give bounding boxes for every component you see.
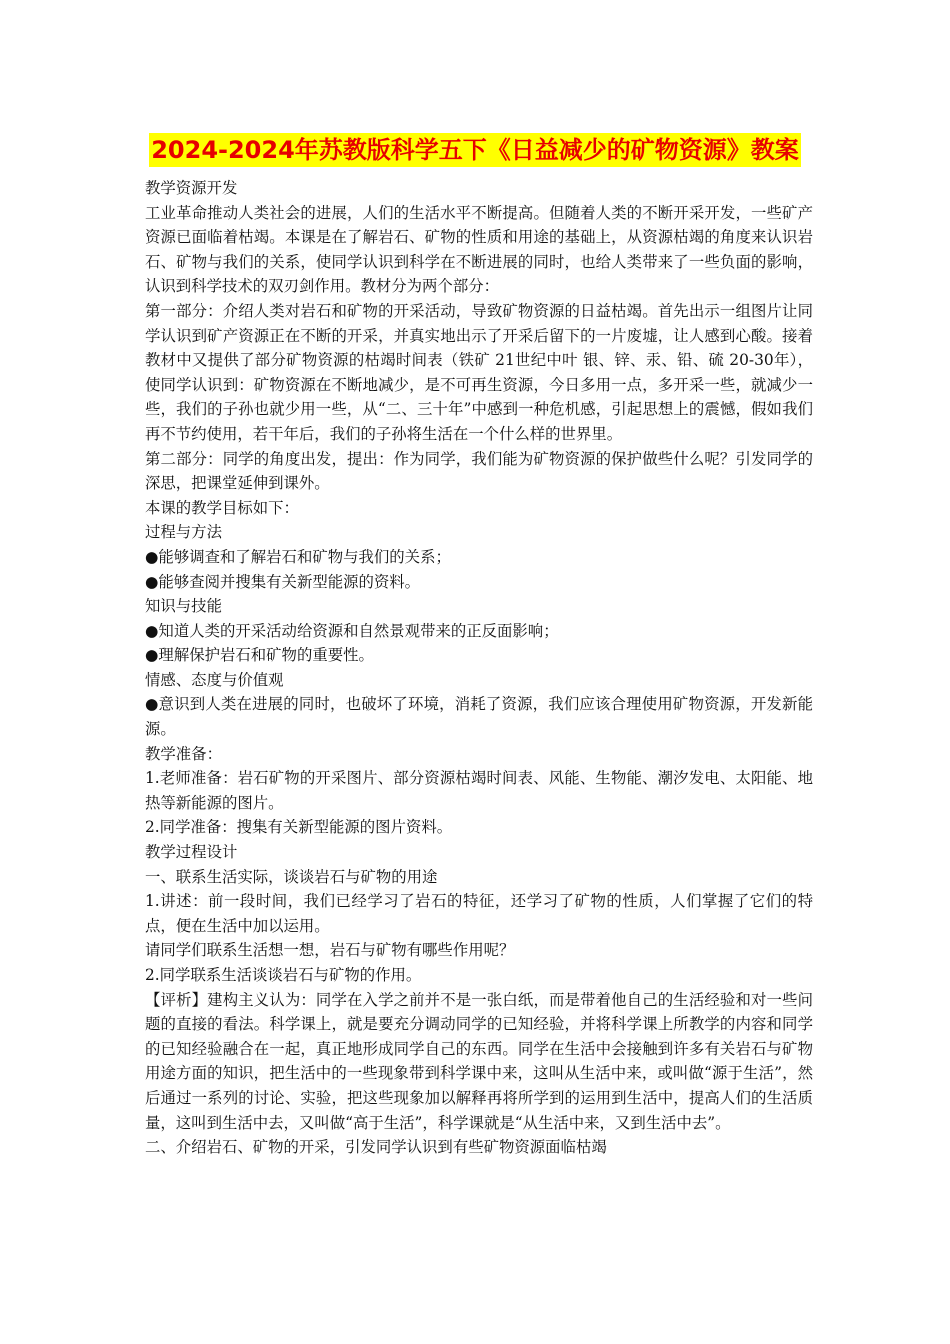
section-heading: 知识与技能 [145, 597, 222, 616]
paragraph: 本课的教学目标如下： [145, 498, 299, 517]
document-body [145, 176, 813, 1160]
numbered-item: 2.同学准备：搜集有关新型能源的图片资料。 [145, 818, 453, 837]
bullet-item: ●意识到人类在进展的同时，也破坏了环境，消耗了资源，我们应该合理使用矿物资源，开发新能源。 [145, 695, 813, 739]
section-heading: 过程与方法 [145, 523, 222, 542]
paragraph: 第一部分：介绍人类对岩石和矿物的开采活动，导致矿物资源的日益枯竭。首先出示一组图片让同学认识到矿产资源正在不断的开采，并真实地出示了开采后留下的一片废墟，让人感到心酸。接着教材中又提供了部分矿物资源的枯竭时间表（铁矿 21世纪中叶 银、锌、汞、铅、硫 20-30年），使同学认识到：矿物资源在不断地减少，是不可再生资源，今日多用一点，多开采一些，就减少一些，我们的子孙也就少用一些，从“二、三十年”中感到一种危机感，引起思想上的震憾，假如我们再不节约使用，若干年后，我们的子孙将生活在一个什么样的世界里。 [145, 301, 813, 443]
section-heading: 情感、态度与价值观 [145, 670, 284, 689]
section-heading: 一、联系生活实际，谈谈岩石与矿物的用途 [145, 867, 438, 886]
numbered-item: 2.同学联系生活谈谈岩石与矿物的作用。 [145, 966, 422, 984]
bullet-item: ●能够调查和了解岩石和矿物与我们的关系； [145, 547, 451, 566]
paragraph: 第二部分：同学的角度出发，提出：作为同学，我们能为矿物资源的保护做些什么呢？引发同学的深思，把课堂延伸到课外。 [145, 449, 813, 493]
bullet-item: ●能够查阅并搜集有关新型能源的资料。 [145, 572, 421, 591]
bullet-item: ●理解保护岩石和矿物的重要性。 [145, 646, 374, 665]
section-heading: 教学资源开发 [145, 179, 238, 197]
numbered-item: 1.讲述：前一段时间，我们已经学习了岩石的特征，还学习了矿物的性质，人们掌握了它们的特点，便在生活中加以运用。 [145, 892, 813, 935]
section-heading: 教学准备： [145, 744, 222, 763]
bullet-item: ●知道人类的开采活动给资源和自然景观带来的正反面影响； [145, 621, 559, 640]
paragraph: 工业革命推动人类社会的进展，人们的生活水平不断提高。但随着人类的不断开采开发，一些矿产资源已面临着枯竭。本课是在了解岩石、矿物的性质和用途的基础上，从资源枯竭的角度来认识岩石、矿物与我们的关系，使同学认识到科学在不断进展的同时，也给人类带来了一些负面的影响，认识到科学技术的双刃剑作用。教材分为两个部分： [145, 203, 813, 296]
section-heading: 教学过程设计 [145, 843, 238, 862]
paragraph: 请同学们联系生活想一想，岩石与矿物有哪些作用呢？ [145, 941, 515, 960]
section-heading: 二、介绍岩石、矿物的开采，引发同学认识到有些矿物资源面临枯竭 [145, 1138, 607, 1157]
title-container [0, 133, 950, 167]
numbered-item: 1.老师准备：岩石矿物的开采图片、部分资源枯竭时间表、风能、生物能、潮汐发电、太阳能、地热等新能源的图片。 [145, 769, 813, 812]
document-title: 2024-2024年苏教版科学五下《日益减少的矿物资源》教案 [149, 133, 801, 167]
commentary-paragraph: 【评析】建构主义认为：同学在入学之前并不是一张白纸，而是带着他自己的生活经验和对一些问题的直接的看法。科学课上，就是要充分调动同学的已知经验，并将科学课上所教学的内容和同学的已知经验融合在一起，真正地形成同学自己的东西。同学在生活中会接触到许多有关岩石与矿物用途方面的知识，把生活中的一些现象带到科学课中来，这叫从生活中来，或叫做“源于生活”，然后通过一系列的讨论、实验，把这些现象加以解释再将所学到的运用到生活中，提高人们的生活质量，这叫到生活中去，又叫做“高于生活”，科学课就是“从生活中来，又到生活中去”。 [145, 990, 813, 1132]
